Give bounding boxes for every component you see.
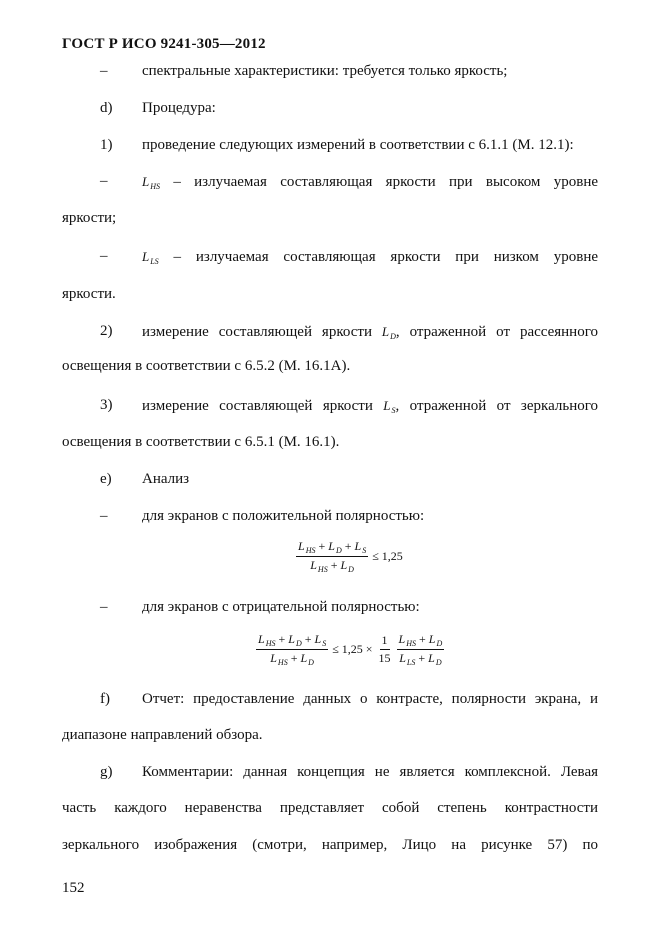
symbol-l: L	[270, 651, 277, 665]
symbol-l: L	[310, 558, 317, 572]
fraction-denominator	[308, 557, 356, 574]
symbol-l: L	[383, 398, 391, 413]
subscript: HS	[305, 546, 316, 555]
step-text-3	[142, 396, 598, 420]
fraction-numerator	[397, 632, 445, 650]
definition-lhs	[142, 172, 598, 196]
inequality-relation: ≤ 1,25 ×	[332, 642, 373, 656]
symbol-l: L	[298, 539, 305, 553]
subscript: HS	[277, 658, 288, 667]
subscript: LS	[406, 658, 416, 667]
inequality-relation: ≤ 1,25	[372, 549, 403, 563]
subscript: HS	[265, 639, 276, 648]
list-marker: –	[100, 599, 108, 615]
fraction-denominator	[268, 650, 316, 667]
step-continuation: освещения в соответствии с 6.5.2 (М. 16.1А).	[62, 358, 351, 374]
symbol-l: L	[398, 632, 406, 646]
symbol-l: L	[314, 632, 322, 646]
step-marker-1: 1)	[100, 137, 113, 153]
subscript: S	[391, 406, 396, 415]
report-text: Отчет: предоставление данных о контрасте, полярности экрана, и	[142, 691, 598, 707]
section-title-procedure: Процедура:	[142, 100, 216, 116]
plus-sign: +	[418, 651, 426, 665]
symbol-l: L	[354, 539, 362, 553]
subscript: HS	[150, 182, 161, 191]
list-item-text: для экранов с отрицательной полярностью:	[142, 599, 420, 615]
step-marker-3: 3)	[100, 397, 113, 413]
symbol-l: L	[328, 539, 335, 553]
subscript: S	[322, 639, 327, 648]
formula-positive-polarity	[296, 539, 403, 574]
step-text-part: , отраженной от зеркального	[395, 398, 598, 414]
symbol-l: L	[288, 632, 295, 646]
formula-negative-polarity	[256, 632, 444, 667]
step-marker-2: 2)	[100, 323, 113, 339]
subscript: D	[436, 639, 443, 648]
step-continuation: освещения в соответствии с 6.5.1 (М. 16.1).	[62, 434, 340, 450]
step-text-2	[142, 322, 598, 346]
symbol-l: L	[399, 651, 406, 665]
subscript: D	[295, 639, 302, 648]
subscript: D	[348, 565, 354, 574]
subscript: D	[390, 332, 396, 341]
definition-text: – излучаемая составляющая яркости при низком уровне	[173, 249, 598, 265]
subscript: HS	[406, 639, 417, 648]
symbol-l: L	[258, 632, 265, 646]
comments-continuation: зеркального изображения (смотри, например, Лицо на рисунке 57) по	[62, 837, 598, 853]
plus-sign: +	[330, 558, 338, 572]
report-continuation: диапазоне направлений обзора.	[62, 727, 263, 743]
list-item-text: для экранов с положительной полярностью:	[142, 508, 425, 524]
step-text-part: , отраженной от рассеянного	[395, 324, 598, 340]
symbol-l: L	[142, 174, 150, 189]
fraction-numerator: 1	[380, 633, 390, 650]
fraction-numerator	[296, 539, 368, 557]
symbol-l: L	[428, 632, 436, 646]
subscript: LS	[150, 257, 159, 266]
plus-sign: +	[318, 539, 326, 553]
subscript: S	[362, 546, 367, 555]
symbol-l: L	[381, 324, 390, 339]
section-marker-f: f)	[100, 691, 110, 707]
fraction	[296, 539, 368, 574]
plus-sign: +	[419, 632, 426, 646]
definition-text: – излучаемая составляющая яркости при высоком уровне	[173, 174, 599, 190]
fraction-denominator: 15	[378, 651, 391, 665]
plus-sign: +	[278, 632, 286, 646]
plus-sign: +	[304, 632, 312, 646]
comments-continuation: часть каждого неравенства представляет собой степень контрастности	[62, 800, 598, 816]
list-marker: –	[100, 248, 108, 264]
step-text-part: измерение составляющей яркости	[142, 324, 372, 340]
fraction	[256, 632, 328, 667]
fraction	[397, 632, 445, 667]
document-header: ГОСТ Р ИСО 9241-305—2012	[62, 36, 266, 52]
page-number: 152	[62, 880, 85, 896]
section-title-analysis: Анализ	[142, 471, 190, 487]
section-marker-e: e)	[100, 471, 112, 487]
symbol-l: L	[142, 249, 150, 264]
symbol-l: L	[340, 558, 348, 572]
fraction-denominator	[397, 650, 443, 667]
fraction	[377, 633, 393, 666]
comments-text: Комментарии: данная концепция не является комплексной. Левая	[142, 764, 598, 780]
list-marker: –	[100, 508, 108, 524]
definition-lls	[142, 247, 598, 271]
fraction-numerator	[256, 632, 328, 650]
plus-sign: +	[290, 651, 298, 665]
symbol-l: L	[300, 651, 308, 665]
subscript: D	[435, 658, 442, 667]
section-marker-g: g)	[100, 764, 113, 780]
definition-continuation: яркости;	[62, 210, 117, 226]
plus-sign: +	[344, 539, 352, 553]
step-text-1: проведение следующих измерений в соответствии с 6.1.1 (М. 12.1):	[142, 137, 574, 153]
step-text-part: измерение составляющей яркости	[142, 398, 373, 414]
list-marker: –	[100, 173, 108, 189]
symbol-l: L	[428, 651, 435, 665]
definition-continuation: яркости.	[62, 286, 116, 302]
list-item-text: спектральные характеристики: требуется только яркость;	[142, 63, 508, 79]
list-marker: –	[100, 63, 108, 79]
subscript: D	[308, 658, 314, 667]
subscript: HS	[317, 565, 328, 574]
subscript: D	[335, 546, 342, 555]
section-marker-d: d)	[100, 100, 113, 116]
